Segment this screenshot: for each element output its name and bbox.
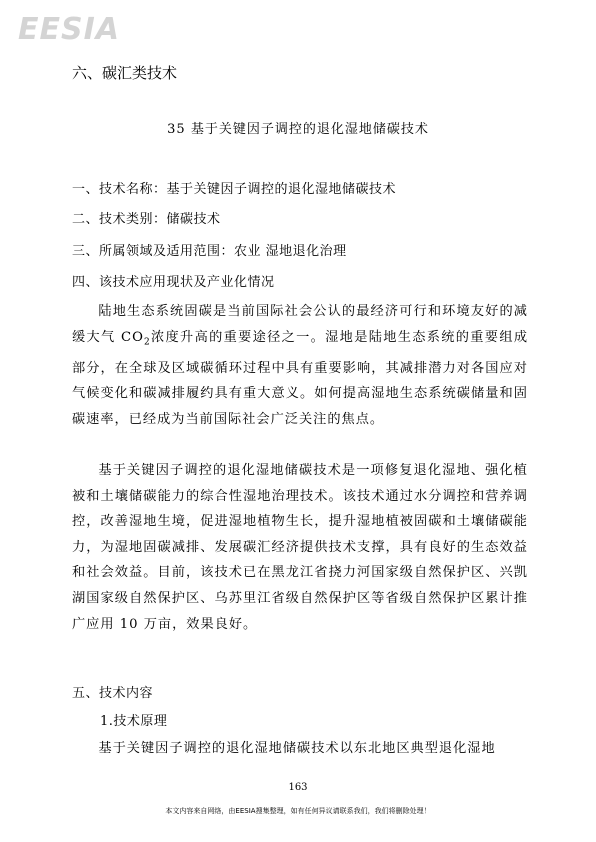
heading-tech-name: 一、技术名称：基于关键因子调控的退化湿地储碳技术 [72, 182, 397, 197]
footer-disclaimer: 本文内容来自网络，由EESIA搜集整理，如有任何异议请联系我们，我们将删除处理！ [165, 807, 431, 815]
paragraph-1-part-1: 陆地生态系统固碳是当前国际社会公认的最经济可行和环境友好的减缓大气 CO [72, 304, 528, 345]
heading-application-status: 四、该技术应用现状及产业化情况 [72, 275, 275, 290]
section-title: 六、碳汇类技术 [72, 64, 178, 82]
eesia-logo: EESIA [18, 12, 120, 47]
paragraph-carbon-sequestration [72, 299, 528, 433]
paragraph-principle-start: 基于关键因子调控的退化湿地储碳技术以东北地区典型退化湿地 [98, 741, 496, 756]
heading-field-scope: 三、所属领域及适用范围：农业 湿地退化治理 [72, 244, 347, 259]
paragraph-1-part-2: 浓度升高的重要途径之一。湿地是陆地生态系统的重要组成部分，在全球及区域碳循环过程中具有重要影响，其减排潜力对各国应对气候变化和碳减排履约具有重大意义。如何提高湿地生态系统碳储量和固碳速率，已经成为当前国际社会广泛关注的焦点。 [72, 329, 529, 428]
co2-subscript: 2 [143, 337, 151, 348]
article-title: 35 基于关键因子调控的退化湿地储碳技术 [167, 122, 429, 137]
subheading-tech-principle: 1.技术原理 [100, 714, 168, 729]
heading-tech-category: 二、技术类别：储碳技术 [72, 212, 221, 227]
heading-tech-content: 五、技术内容 [72, 686, 154, 701]
paragraph-technology-overview: 基于关键因子调控的退化湿地储碳技术是一项修复退化湿地、强化植被和土壤储碳能力的综合性湿地治理技术。该技术通过水分调控和营养调控，改善湿地生境，促进湿地植物生长，提升湿地植被固碳和土壤储碳能力，为湿地固碳减排、发展碳汇经济提供技术支撑，具有良好的生态效益和社会效益。目前，该技术已在黑龙江省挠力河国家级自然保护区、兴凯湖国家级自然保护区、乌苏里江省级自然保护区等省级自然保护区累计推广应用 10 万亩，效果良好。 [72, 463, 528, 632]
page-number: 163 [288, 782, 308, 793]
